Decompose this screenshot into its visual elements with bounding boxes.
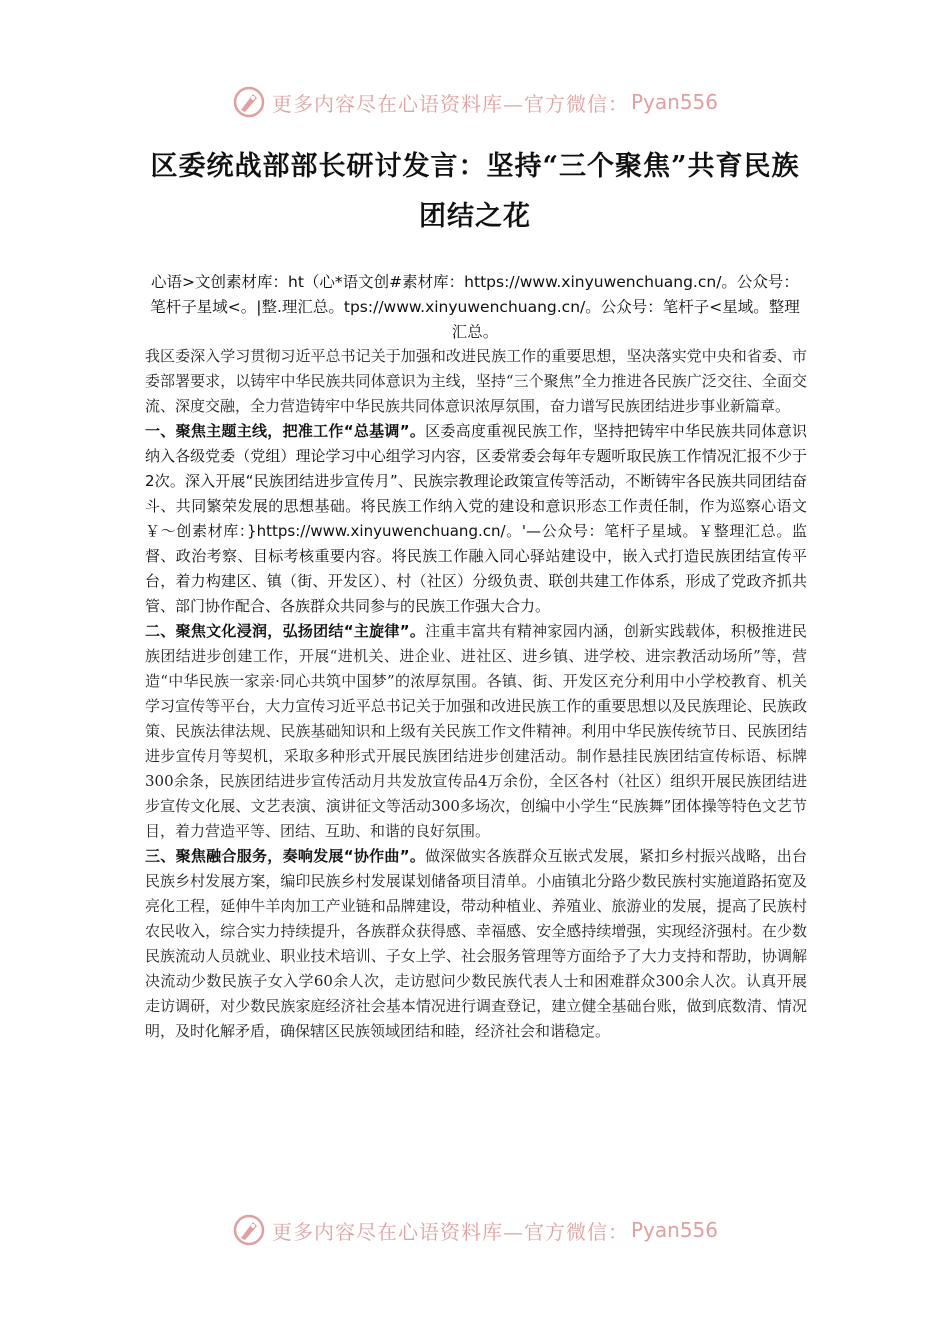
section-3-text: 做深做实各族群众互嵌式发展，紧扣乡村振兴战略，出台民族乡村发展方案，编印民族乡村发展谋划储备项目清单。小庙镇北分路少数民族村实施道路拓宽及亮化工程，延伸牛羊肉加工产业链和品牌建设，带动种植业、养殖业、旅游业的发展，提高了民族村农民收入，综合实力持续提升，各族群众获得感、幸福感、安全感持续增强，实现经济强村。在少数民族流动人员就业、职业技术培训、子女上学、社会服务管理等方面给予了大力支持和帮助，协调解决流动少数民族子女入学60余人次，走访慰问少数民族代表人士和困难群众300余人次。认真开展走访调研，对少数民族家庭经济社会基本情况进行调查登记，建立健全基础台账，做到底数清、情况明，及时化解矛盾，确保辖区民族领域团结和睦，经济社会和谐稳定。 — [145, 847, 807, 1040]
banner-handle: Pyan556 — [630, 90, 718, 114]
document-body — [145, 344, 807, 1044]
footer-banner-handle: Pyan556 — [630, 1218, 718, 1242]
document-title: 区委统战部部长研讨发言：坚持“三个聚焦”共育民族团结之花 — [150, 151, 800, 232]
footer-banner — [0, 1210, 950, 1250]
banner-text: 更多内容尽在心语资料库—官方微信： — [271, 91, 629, 116]
section-2-text: 注重丰富共有精神家园内涵，创新实践载体，积极推进民族团结进步创建工作，开展“进机关、进企业、进社区、进乡镇、进学校、进宗教活动场所”等，营造“中华民族一家亲·同心共筑中国梦”的浓厚氛围。各镇、街、开发区充分利用中小学校教育、机关学习宣传等平台，大力宣传习近平总书记关于加强和改进民族工作的重要思想以及民族理论、民族政策、民族法律法规、民族基础知识和上级有关民族工作文件精神。利用中华民族传统节日、民族团结进步宣传月等契机，采取多种形式开展民族团结进步创建活动。制作悬挂民族团结宣传标语、标牌300余条，民族团结进步宣传活动月共发放宣传品4万余份，全区各村（社区）组织开展民族团结进步宣传文化展、文艺表演、演讲征文等活动300多场次，创编中小学生“民族舞”团体操等特色文艺节目，着力营造平等、团结、互助、和谐的良好氛围。 — [145, 622, 807, 840]
section-1 — [145, 419, 807, 619]
section-3-heading: 三、聚焦融合服务，奏响发展“协作曲”。 — [145, 847, 426, 865]
intro-paragraph: 我区委深入学习贯彻习近平总书记关于加强和改进民族工作的重要思想，坚决落实党中央和省委、市委部署要求，以铸牢中华民族共同体意识为主线，坚持“三个聚焦”全力推进各民族广泛交往、全面交流、深度交融，全力营造铸牢中华民族共同体意识浓厚氛围，奋力谱写民族团结进步事业新篇章。 — [145, 347, 807, 415]
section-2-heading: 二、聚焦文化浸润，弘扬团结“主旋律”。 — [145, 622, 426, 640]
source-note: 心语>文创素材库：ht（心*语文创#素材库：https://www.xinyuwenchuang.cn/。公众号：笔杆子星域<。|整.理汇总。tps://www.xinyuwenchuang.cn/。公众号：笔杆子<星域。整理汇总。 — [150, 273, 800, 341]
section-3 — [145, 844, 807, 1044]
section-1-text: 区委高度重视民族工作，坚持把铸牢中华民族共同体意识纳入各级党委（党组）理论学习中心组学习内容，区委常委会每年专题听取民族工作情况汇报不少于2次。深入开展“民族团结进步宣传月”、民族宗教理论政策宣传等活动，不断铸牢各民族共同团结奋斗、共同繁荣发展的思想基础。将民族工作纳入党的建设和意识形态工作责任制，作为巡察心语文￥～创素材库：}https://www.xinyuwenchuang.cn/。'—公众号：笔杆子星域。￥整理汇总。监督、政治考察、目标考核重要内容。将民族工作融入同心驿站建设中，嵌入式打造民族团结宣传平台，着力构建区、镇（街、开发区）、村（社区）分级负责、联创共建工作体系，形成了党政齐抓共管、部门协作配合、各族群众共同参与的民族工作强大合力。 — [145, 422, 807, 615]
section-2 — [145, 619, 807, 844]
footer-banner-text: 更多内容尽在心语资料库—官方微信： — [271, 1219, 629, 1244]
header-banner — [0, 82, 950, 122]
section-1-heading: 一、聚焦主题主线，把准工作“总基调”。 — [145, 422, 426, 440]
pen-nib-icon — [232, 85, 266, 119]
pen-nib-icon — [232, 1213, 266, 1247]
